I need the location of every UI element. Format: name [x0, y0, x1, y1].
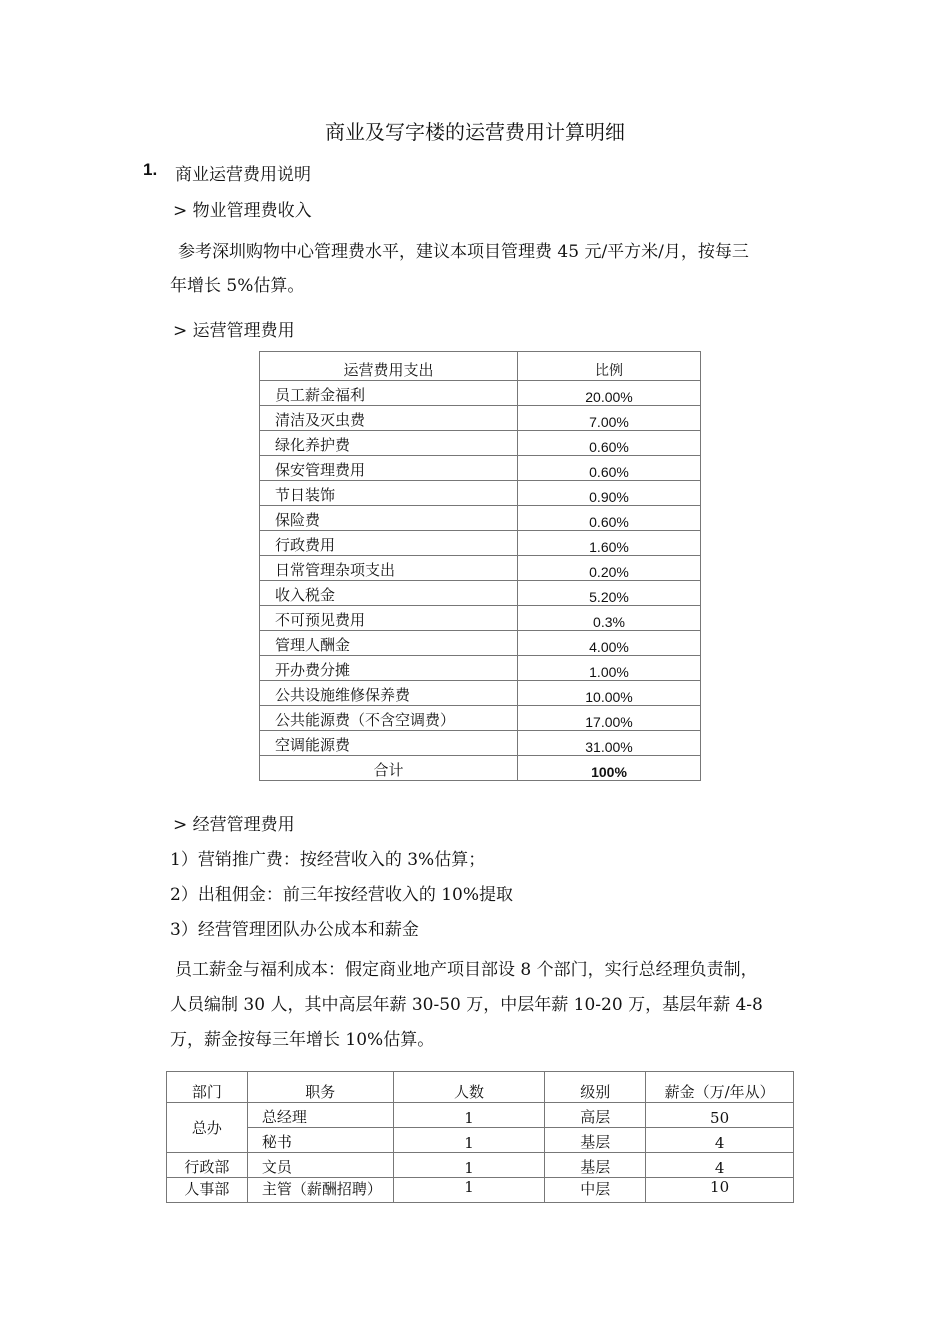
row-item: 不可预见费用 — [260, 606, 518, 631]
paragraph-2-line-3: 万，薪金按每三年增长 10%估算。 — [170, 1030, 435, 1050]
staff-salary-table — [166, 1071, 794, 1203]
row-item: 节日装饰 — [260, 481, 518, 506]
row-ratio: 0.3% — [518, 606, 701, 631]
header-count: 人数 — [393, 1072, 545, 1103]
section-number: 1. — [143, 160, 158, 179]
dept-cell: 人事部 — [167, 1178, 248, 1203]
row-ratio: 5.20% — [518, 581, 701, 606]
row-item: 收入税金 — [260, 581, 518, 606]
header-expense: 运营费用支出 — [260, 352, 518, 381]
salary-cell: 4 — [646, 1128, 794, 1153]
table-header-row — [167, 1072, 794, 1103]
row-ratio: 0.60% — [518, 506, 701, 531]
job-cell: 总经理 — [247, 1103, 393, 1128]
paragraph-2-line-2: 人员编制 30 人，其中高层年薪 30-50 万，中层年薪 10-20 万，基层年薪 4-8 — [170, 995, 763, 1015]
paragraph-1-line-1: 参考深圳购物中心管理费水平，建议本项目管理费 45 元/平方米/月，按每三 — [178, 242, 749, 262]
job-cell: 文员 — [247, 1153, 393, 1178]
row-item: 员工薪金福利 — [260, 381, 518, 406]
table-row — [167, 1153, 794, 1178]
dept-cell: 行政部 — [167, 1153, 248, 1178]
job-cell: 主管（薪酬招聘） — [247, 1178, 393, 1203]
row-ratio: 1.00% — [518, 656, 701, 681]
row-ratio: 0.60% — [518, 456, 701, 481]
header-ratio: 比例 — [518, 352, 701, 381]
count-cell: 1 — [393, 1128, 545, 1153]
count-cell: 1 — [393, 1153, 545, 1178]
row-ratio: 0.20% — [518, 556, 701, 581]
level-cell: 基层 — [545, 1153, 646, 1178]
paragraph-2-line-1: 员工薪金与福利成本：假定商业地产项目部设 8 个部门，实行总经理负责制， — [175, 960, 758, 980]
list-item: 2）出租佣金：前三年按经营收入的 10%提取 — [170, 885, 514, 905]
header-level: 级别 — [545, 1072, 646, 1103]
job-cell: 秘书 — [247, 1128, 393, 1153]
row-ratio: 0.90% — [518, 481, 701, 506]
row-item: 开办费分摊 — [260, 656, 518, 681]
salary-cell: 4 — [646, 1153, 794, 1178]
count-cell: 1 — [393, 1103, 545, 1128]
page-title: 商业及写字楼的运营费用计算明细 — [325, 120, 625, 144]
table-row — [167, 1178, 794, 1203]
subheading-property-fee: > 物业管理费收入 — [173, 201, 312, 221]
row-item: 公共设施维修保养费 — [260, 681, 518, 706]
row-item: 公共能源费（不含空调费） — [260, 706, 518, 731]
subheading-operating-cost: > 运营管理费用 — [173, 321, 295, 341]
row-ratio: 31.00% — [518, 731, 701, 756]
salary-cell: 10 — [646, 1178, 794, 1203]
header-salary: 薪金（万/年从） — [646, 1072, 794, 1103]
row-ratio: 17.00% — [518, 706, 701, 731]
header-job: 职务 — [247, 1072, 393, 1103]
row-item: 日常管理杂项支出 — [260, 556, 518, 581]
row-item: 保安管理费用 — [260, 456, 518, 481]
header-dept: 部门 — [167, 1072, 248, 1103]
row-item: 保险费 — [260, 506, 518, 531]
paragraph-1-line-2: 年增长 5%估算。 — [170, 276, 305, 296]
total-value: 100% — [518, 756, 701, 781]
total-label: 合计 — [260, 756, 518, 781]
table-row — [167, 1128, 794, 1153]
section-heading: 商业运营费用说明 — [175, 165, 311, 185]
level-cell: 中层 — [545, 1178, 646, 1203]
row-ratio: 20.00% — [518, 381, 701, 406]
list-item: 3）经营管理团队办公成本和薪金 — [170, 920, 419, 940]
row-ratio: 10.00% — [518, 681, 701, 706]
level-cell: 基层 — [545, 1128, 646, 1153]
row-ratio: 4.00% — [518, 631, 701, 656]
dept-cell: 总办 — [167, 1103, 248, 1153]
row-ratio: 0.60% — [518, 431, 701, 456]
row-item: 清洁及灭虫费 — [260, 406, 518, 431]
count-cell: 1 — [393, 1178, 545, 1203]
table-row — [167, 1103, 794, 1128]
subheading-business-cost: > 经营管理费用 — [173, 815, 295, 835]
level-cell: 高层 — [545, 1103, 646, 1128]
salary-cell: 50 — [646, 1103, 794, 1128]
list-item: 1）营销推广费：按经营收入的 3%估算； — [170, 850, 486, 870]
row-item: 绿化养护费 — [260, 431, 518, 456]
row-ratio: 7.00% — [518, 406, 701, 431]
row-item: 管理人酬金 — [260, 631, 518, 656]
row-ratio: 1.60% — [518, 531, 701, 556]
row-item: 行政费用 — [260, 531, 518, 556]
row-item: 空调能源费 — [260, 731, 518, 756]
